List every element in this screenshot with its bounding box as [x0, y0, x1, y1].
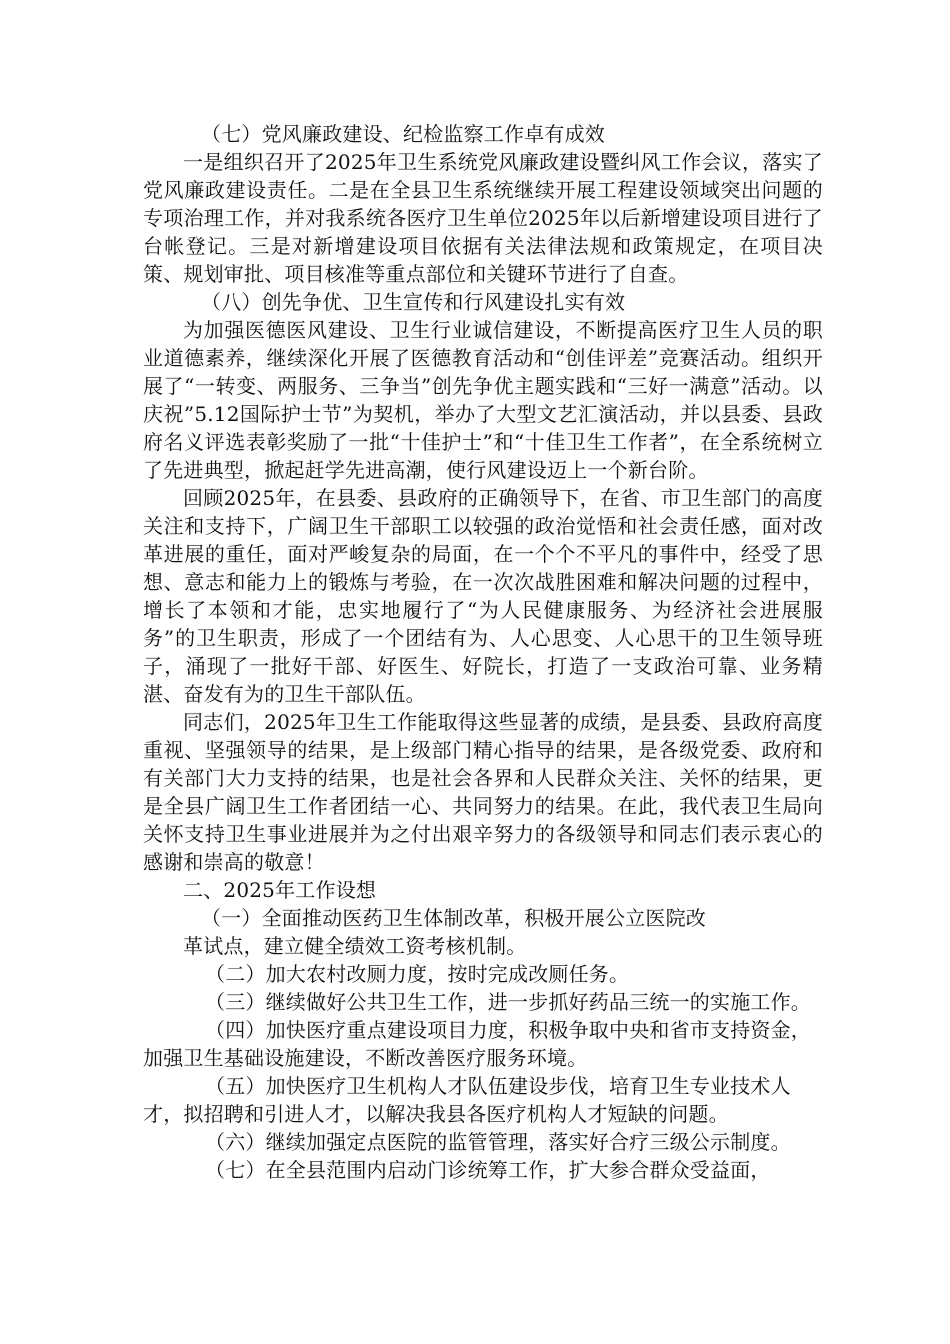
- plan-1-line-2: 革试点，建立健全绩效工资考核机制。: [183, 934, 527, 958]
- section-8-heading: （八）创先争优、卫生宣传和行风建设扎实有效: [201, 290, 626, 314]
- section-7-paragraph: 一是组织召开了2025年卫生系统党风廉政建设暨纠风工作会议，落实了党风廉政建设责任。二是在全县卫生系统继续开展工程建设领域突出问题的专项治理工作，并对我系统各医疗卫生单位2025年以后新增建设项目进行了台帐登记。三是对新增建设项目依据有关法律法规和政策规定，在项目决策、规划审批、项目核准等重点部位和关键环节进行了自查。: [143, 150, 823, 286]
- plan-7: （七）在全县范围内启动门诊统筹工作，扩大参合群众受益面，: [205, 1158, 771, 1182]
- section-8-paragraph: 为加强医德医风建设、卫生行业诚信建设，不断提高医疗卫生人员的职业道德素养，继续深化开展了医德教育活动和“创佳评差”竞赛活动。组织开展了“一转变、两服务、三争当”创先争优主题实践和“三好一满意”活动。以庆祝”5.12国际护士节”为契机，举办了大型文艺汇演活动，并以县委、县政府名义评选表彰奖励了一批“十佳护士”和“十佳卫生工作者”，在全系统树立了先进典型，掀起赶学先进高潮，使行风建设迈上一个新台阶。: [143, 318, 823, 482]
- part-2-heading: 二、2025年工作设想: [183, 878, 377, 902]
- section-7-heading: （七）党风廉政建设、纪检监察工作卓有成效: [201, 122, 605, 146]
- plan-2: （二）加大农村改厕力度，按时完成改厕任务。: [205, 962, 630, 986]
- thanks-paragraph: 同志们，2025年卫生工作能取得这些显著的成绩，是县委、县政府高度重视、坚强领导的结果，是上级部门精心指导的结果，是各级党委、政府和有关部门大力支持的结果，也是社会各界和人民群众关注、关怀的结果，更是全县广阔卫生工作者团结一心、共同努力的结果。在此，我代表卫生局向关怀支持卫生事业进展并为之付出艰辛努力的各级领导和同志们表示衷心的感谢和崇高的敬意！: [143, 710, 823, 874]
- plan-4: （四）加快医疗重点建设项目力度，积极争取中央和省市支持资金，加强卫生基础设施建设，不断改善医疗服务环境。: [143, 1018, 811, 1070]
- plan-1-line-1: （一）全面推动医药卫生体制改革，积极开展公立医院改: [201, 906, 706, 930]
- document-body: [143, 120, 823, 1184]
- plan-3: （三）继续做好公共卫生工作，进一步抓好药品三统一的实施工作。: [205, 990, 811, 1014]
- plan-6: （六）继续加强定点医院的监管管理，落实好合疗三级公示制度。: [205, 1130, 791, 1154]
- plan-5: （五）加快医疗卫生机构人才队伍建设步伐，培育卫生专业技术人才，拟招聘和引进人才，以解决我县各医疗机构人才短缺的问题。: [143, 1074, 791, 1126]
- review-paragraph: 回顾2025年，在县委、县政府的正确领导下，在省、市卫生部门的高度关注和支持下，广阔卫生干部职工以较强的政治觉悟和社会责任感，面对改革进展的重任，面对严峻复杂的局面，在一个个不平凡的事件中，经受了思想、意志和能力上的锻炼与考验，在一次次战胜困难和解决问题的过程中，增长了本领和才能，忠实地履行了“为人民健康服务、为经济社会进展服务”的卫生职责，形成了一个团结有为、人心思变、人心思干的卫生领导班子，涌现了一批好干部、好医生、好院长，打造了一支政治可靠、业务精湛、奋发有为的卫生干部队伍。: [143, 486, 823, 706]
